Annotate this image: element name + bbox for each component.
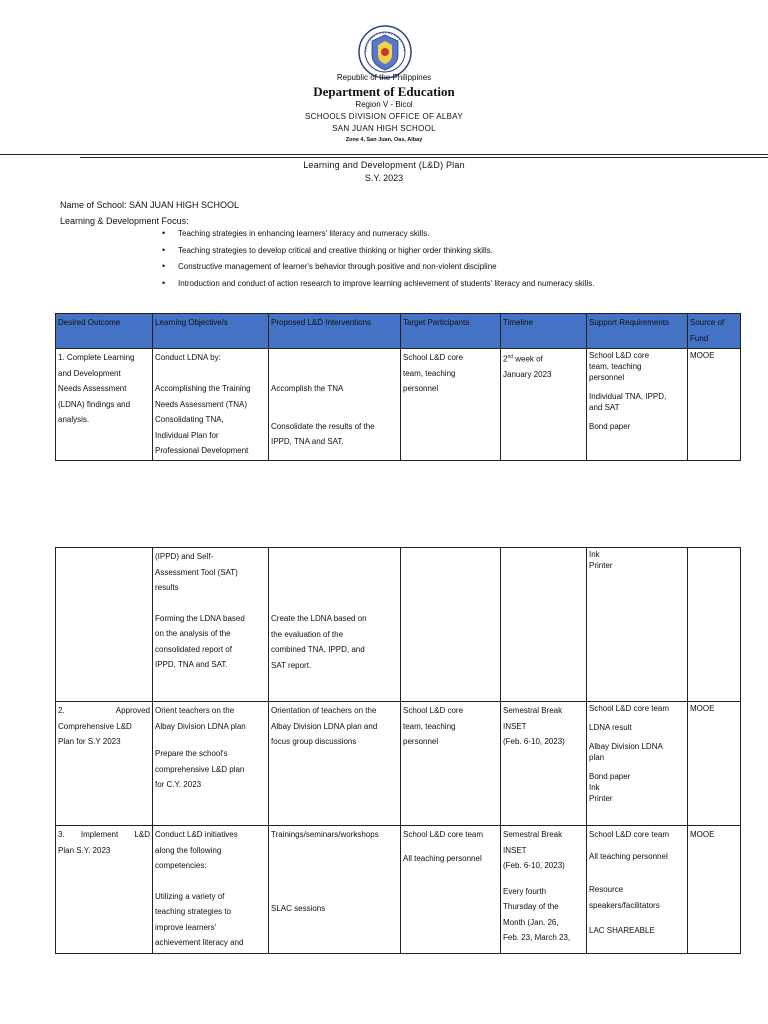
deped-seal bbox=[358, 25, 412, 79]
col-header-participants: Target Participants bbox=[401, 314, 501, 349]
cell-line: 2. Approved bbox=[58, 706, 150, 715]
cell-line: Professional Development bbox=[155, 446, 249, 455]
cell-line: along the following bbox=[155, 845, 222, 855]
cell-line: Comprehensive L&D bbox=[58, 721, 132, 731]
school-line: SAN JUAN HIGH SCHOOL bbox=[332, 124, 436, 133]
table-row bbox=[56, 826, 741, 954]
cell-line: SAT report. bbox=[271, 660, 312, 670]
timeline-cell bbox=[501, 548, 587, 702]
cell-line: personnel bbox=[403, 737, 439, 746]
cell-line: (LDNA) findings and bbox=[58, 399, 131, 409]
cell-line: Needs Assessment bbox=[58, 384, 127, 393]
school-name-line: Name of School: SAN JUAN HIGH SCHOOL bbox=[60, 200, 240, 210]
cell-line: Consolidating TNA, bbox=[155, 415, 224, 424]
focus-item: • Introduction and conduct of action research to improve learning achievement of students' literacy and numeracy skills. bbox=[160, 279, 594, 296]
cell-line: team, teaching bbox=[589, 362, 642, 371]
cell-line: SLAC sessions bbox=[271, 903, 326, 913]
cell-line: Orientation of teachers on the bbox=[271, 706, 377, 715]
division-line: SCHOOLS DIVISION OFFICE OF ALBAY bbox=[305, 112, 463, 121]
cell-line: Prepare the school's bbox=[155, 749, 228, 758]
cell-line: combined TNA, IPPD, and bbox=[271, 645, 365, 654]
cell-line: team, teaching bbox=[403, 721, 456, 731]
department-name: Department of Education bbox=[313, 84, 455, 99]
cell-line: LAC SHAREABLE bbox=[589, 926, 655, 935]
col-header-intervention: Proposed L&D Interventions bbox=[269, 314, 401, 349]
republic-line: Republic of the Philippines bbox=[336, 73, 432, 82]
header-rule-bottom bbox=[80, 157, 768, 158]
cell-line: Accomplishing the Training bbox=[155, 384, 251, 393]
cell-line: Utilizing a variety of bbox=[155, 891, 225, 901]
cell-line: Individual Plan for bbox=[155, 430, 219, 440]
cell-line: analysis. bbox=[58, 415, 90, 424]
cell-line: personnel bbox=[403, 384, 439, 393]
intervention-cell bbox=[269, 702, 401, 826]
cell-line: achievement literacy and bbox=[155, 938, 244, 947]
objective-cell bbox=[153, 826, 269, 954]
cell-line: Feb. 23, March 23, bbox=[503, 933, 571, 942]
plan-title: Learning and Development (L&D) Plan bbox=[303, 160, 465, 170]
fund-cell: MOOE bbox=[688, 702, 741, 826]
col-header-outcome: Desired Outcome bbox=[56, 314, 153, 349]
header-rule-top bbox=[0, 154, 768, 155]
cell-line: on the analysis of the bbox=[155, 629, 231, 638]
table-row bbox=[56, 702, 741, 826]
cell-line: Orient teachers on the bbox=[155, 706, 235, 715]
col-header-fund: Source of Fund bbox=[688, 314, 741, 349]
cell-line: LDNA result bbox=[589, 723, 632, 732]
outcome-cell bbox=[56, 548, 153, 702]
cell-line: Individual TNA, IPPD, bbox=[589, 392, 667, 401]
cell-line: results bbox=[155, 583, 179, 592]
cell-line: School L&D core bbox=[403, 353, 464, 362]
cell-line: Plan S.Y. 2023 bbox=[58, 845, 111, 855]
cell-line: focus group discussions bbox=[271, 737, 357, 746]
cell-line: (Feb. 6-10, 2023) bbox=[503, 737, 565, 746]
cell-line: teaching strategies to bbox=[155, 907, 232, 916]
address-line: Zone 4, San Juan, Oas, Albay bbox=[345, 137, 423, 143]
cell-line: Trainings/seminars/workshops bbox=[271, 830, 379, 839]
cell-line: Semestral Break bbox=[503, 706, 563, 715]
cell-line: School L&D core team bbox=[589, 830, 670, 839]
cell-line: INSET bbox=[503, 845, 527, 855]
cell-line: Bond paper bbox=[589, 422, 631, 431]
cell-line: Month (Jan. 26, bbox=[503, 917, 559, 927]
outcome-cell bbox=[56, 349, 153, 461]
cell-line: School L&D core bbox=[589, 351, 650, 360]
timeline-num: 2 bbox=[503, 354, 508, 364]
cell-line: Bond paper bbox=[589, 772, 631, 781]
cell-line: January 2023 bbox=[503, 370, 552, 380]
cell-line: Ink bbox=[589, 550, 600, 559]
cell-line: 3. Implement L&D bbox=[58, 830, 150, 839]
table-header-row bbox=[56, 314, 741, 349]
cell-line: Plan for S.Y 2023 bbox=[58, 737, 121, 746]
focus-item: • Constructive management of learner's behavior through positive and non-violent discipline bbox=[160, 262, 594, 279]
focus-list bbox=[160, 229, 594, 295]
region-line: Region V - Bicol bbox=[355, 100, 413, 109]
cell-line: All teaching personnel bbox=[403, 853, 482, 863]
cell-line: Assessment Tool (SAT) bbox=[155, 567, 238, 577]
intervention-cell bbox=[269, 548, 401, 702]
table-row bbox=[56, 548, 741, 702]
cell-line: School L&D core team bbox=[589, 704, 670, 713]
cell-line: Albay Division LDNA plan bbox=[155, 721, 246, 731]
cell-line: Conduct L&D initiatives bbox=[155, 830, 238, 839]
cell-line: (IPPD) and Self- bbox=[155, 552, 214, 561]
support-cell bbox=[587, 826, 688, 954]
cell-line bbox=[503, 350, 584, 367]
cell-line: and Development bbox=[58, 368, 121, 378]
cell-line: Every fourth bbox=[503, 886, 547, 896]
cell-line: Needs Assessment (TNA) bbox=[155, 399, 248, 409]
intervention-cell bbox=[269, 826, 401, 954]
fund-cell: MOOE bbox=[688, 349, 741, 461]
focus-label: Learning & Development Focus: bbox=[60, 216, 189, 226]
timeline-cell bbox=[501, 702, 587, 826]
cell-line: Albay Division LDNA plan and bbox=[271, 721, 378, 731]
cell-line: All teaching personnel bbox=[589, 851, 668, 861]
timeline-cell bbox=[501, 826, 587, 954]
cell-line: INSET bbox=[503, 721, 527, 731]
cell-line: Conduct LDNA by: bbox=[155, 353, 221, 362]
cell-line: Accomplish the TNA bbox=[271, 384, 344, 393]
col-header-objective: Learning Objective/s bbox=[153, 314, 269, 349]
focus-item: • Teaching strategies in enhancing learners' literacy and numeracy skills. bbox=[160, 229, 594, 246]
cell-line: plan bbox=[589, 753, 605, 762]
ld-plan-table-2 bbox=[55, 547, 741, 954]
cell-line: Thursday of the bbox=[503, 902, 559, 911]
cell-line: Semestral Break bbox=[503, 830, 563, 839]
cell-line: School L&D core team bbox=[403, 830, 484, 839]
cell-line: IPPD, TNA and SAT. bbox=[271, 437, 344, 446]
cell-line: improve learners' bbox=[155, 922, 217, 932]
fund-cell bbox=[688, 548, 741, 702]
objective-cell bbox=[153, 702, 269, 826]
cell-line: Create the LDNA based on bbox=[271, 614, 367, 623]
timeline-ordinal: nd bbox=[507, 354, 514, 360]
intervention-cell bbox=[269, 349, 401, 461]
timeline-rest: week of bbox=[513, 354, 543, 364]
participants-cell bbox=[401, 349, 501, 461]
cell-line: for C.Y. 2023 bbox=[155, 780, 202, 789]
cell-line: personnel bbox=[589, 373, 625, 382]
school-year: S.Y. 2023 bbox=[364, 173, 404, 183]
cell-line: speakers/facilitators bbox=[589, 900, 660, 910]
ld-plan-table-1 bbox=[55, 313, 741, 461]
cell-line: 1. Complete Learning bbox=[58, 353, 135, 362]
col-header-support: Support Requirements bbox=[587, 314, 688, 349]
cell-line: Albay Division LDNA bbox=[589, 742, 663, 751]
objective-cell bbox=[153, 349, 269, 461]
participants-cell bbox=[401, 702, 501, 826]
table-row bbox=[56, 349, 741, 461]
cell-line: Printer bbox=[589, 561, 613, 570]
objective-cell bbox=[153, 548, 269, 702]
cell-line: Printer bbox=[589, 794, 613, 803]
cell-line: team, teaching bbox=[403, 368, 456, 378]
cell-line: School L&D core bbox=[403, 706, 464, 715]
cell-line bbox=[155, 366, 266, 382]
cell-line: competencies: bbox=[155, 861, 207, 870]
support-cell bbox=[587, 349, 688, 461]
focus-item: • Teaching strategies to develop critical and creative thinking or higher order thinking skills. bbox=[160, 246, 594, 263]
cell-line: (Feb. 6-10, 2023) bbox=[503, 861, 565, 870]
cell-line: Forming the LDNA based bbox=[155, 613, 245, 623]
cell-line: consolidated report of bbox=[155, 644, 232, 654]
col-header-timeline: Timeline bbox=[501, 314, 587, 349]
participants-cell bbox=[401, 826, 501, 954]
cell-line: Ink bbox=[589, 783, 600, 792]
cell-line: and SAT bbox=[589, 403, 620, 412]
timeline-cell bbox=[501, 349, 587, 461]
participants-cell bbox=[401, 548, 501, 702]
cell-line: Resource bbox=[589, 885, 624, 894]
cell-line: IPPD, TNA and SAT. bbox=[155, 660, 228, 669]
fund-cell: MOOE bbox=[688, 826, 741, 954]
outcome-cell bbox=[56, 826, 153, 954]
cell-line: comprehensive L&D plan bbox=[155, 764, 245, 774]
support-cell bbox=[587, 548, 688, 702]
support-cell bbox=[587, 702, 688, 826]
outcome-cell bbox=[56, 702, 153, 826]
cell-line: Consolidate the results of the bbox=[271, 421, 375, 431]
cell-line: the evaluation of the bbox=[271, 629, 344, 639]
